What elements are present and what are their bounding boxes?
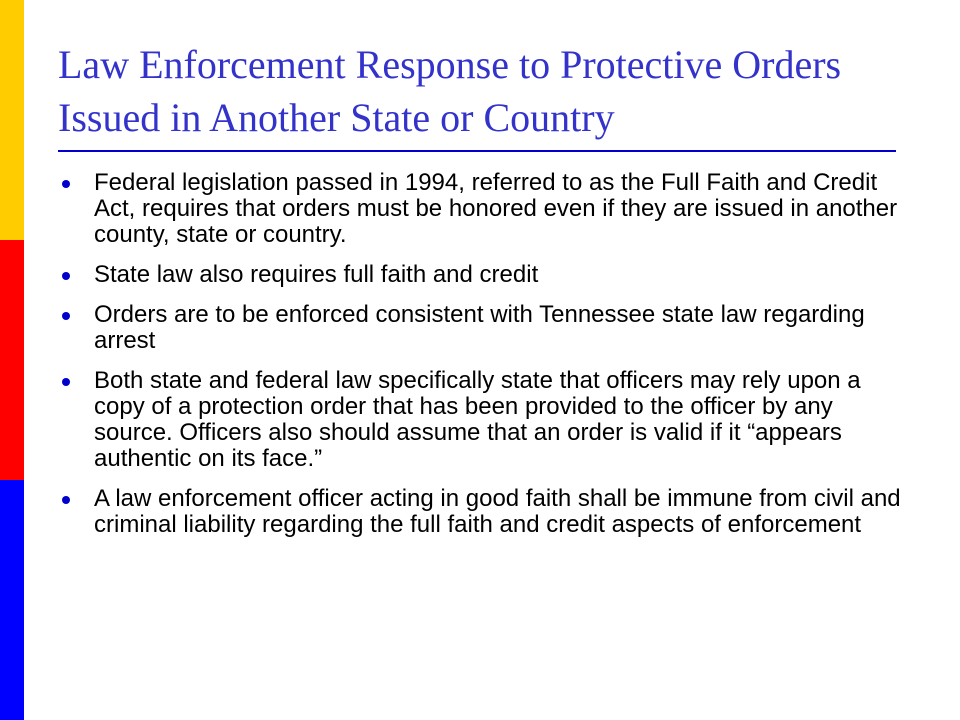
side-stripe-blue bbox=[0, 480, 24, 720]
bullet-item-1 bbox=[58, 170, 908, 248]
bullet-item-5 bbox=[58, 486, 908, 538]
side-stripe-yellow bbox=[0, 0, 24, 240]
bullet-text: State law also requires full faith and credit bbox=[94, 261, 539, 288]
bullet-text: A law enforcement officer acting in good faith shall be immune from civil and criminal liability regarding the full faith and credit aspects of enforcement bbox=[94, 485, 901, 538]
round-bullet-icon bbox=[62, 272, 70, 280]
bullet-text: Orders are to be enforced consistent with Tennessee state law regarding arrest bbox=[94, 301, 865, 354]
bullet-item-4 bbox=[58, 368, 908, 472]
bullet-item-2 bbox=[58, 262, 908, 288]
round-bullet-icon bbox=[62, 496, 70, 504]
bullet-list bbox=[58, 170, 908, 552]
round-bullet-icon bbox=[62, 378, 70, 386]
bullet-text: Both state and federal law specifically state that officers may rely upon a copy of a protection order that has been provided to the officer by any source. Officers also should assume that an order is valid if it “appears authentic on its face.” bbox=[94, 367, 861, 472]
title-underline bbox=[58, 150, 896, 152]
bullet-text: Federal legislation passed in 1994, referred to as the Full Faith and Credit Act, requires that orders must be honored even if they are issued in another county, state or country. bbox=[94, 169, 898, 248]
side-stripe-red bbox=[0, 240, 24, 480]
bullet-item-3 bbox=[58, 302, 908, 354]
round-bullet-icon bbox=[62, 180, 70, 188]
slide-title: Law Enforcement Response to Protective Orders Issued in Another State or Country bbox=[58, 42, 842, 140]
round-bullet-icon bbox=[62, 312, 70, 320]
